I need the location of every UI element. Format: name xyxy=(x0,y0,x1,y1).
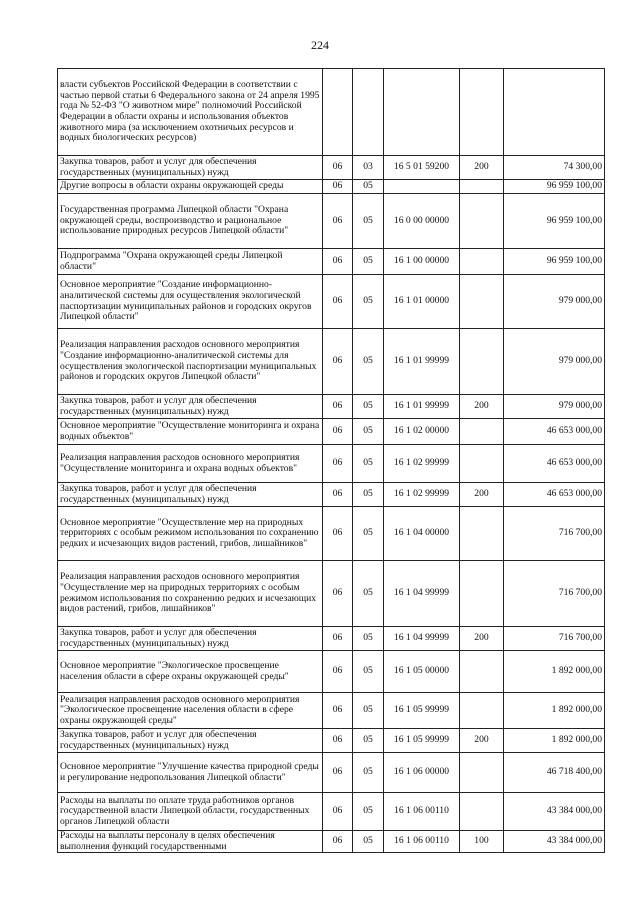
table-row xyxy=(58,483,605,507)
subsection-code-cell: 05 xyxy=(353,831,384,853)
table-row xyxy=(58,180,605,194)
section-code-cell: 06 xyxy=(323,483,353,507)
amount-cell: 46 653 000,00 xyxy=(504,445,605,483)
expense-type-code-cell xyxy=(460,275,504,329)
section-code-cell: 06 xyxy=(323,445,353,483)
section-code-cell: 06 xyxy=(323,561,353,627)
expense-type-code-cell xyxy=(460,249,504,275)
table-row xyxy=(58,561,605,627)
expense-type-code-cell xyxy=(460,69,504,156)
section-code-cell: 06 xyxy=(323,329,353,395)
row-name-cell: Государственная программа Липецкой области "Охрана окружающей среды, воспроизводство и рациональное использование природных ресурсов Липецкой области" xyxy=(58,194,323,249)
target-article-code-cell: 16 1 05 00000 xyxy=(384,651,460,693)
amount-cell: 96 959 100,00 xyxy=(504,249,605,275)
target-article-code-cell: 16 1 02 99999 xyxy=(384,483,460,507)
table-row xyxy=(58,156,605,180)
table-row xyxy=(58,194,605,249)
section-code-cell: 06 xyxy=(323,194,353,249)
table-row xyxy=(58,275,605,329)
target-article-code-cell: 16 1 04 99999 xyxy=(384,561,460,627)
table-row xyxy=(58,507,605,561)
subsection-code-cell: 05 xyxy=(353,249,384,275)
section-code-cell: 06 xyxy=(323,395,353,419)
table-row xyxy=(58,329,605,395)
subsection-code-cell: 05 xyxy=(353,627,384,651)
table-row xyxy=(58,753,605,793)
amount-cell: 716 700,00 xyxy=(504,561,605,627)
target-article-code-cell: 16 1 05 99999 xyxy=(384,693,460,729)
subsection-code-cell: 05 xyxy=(353,445,384,483)
subsection-code-cell: 05 xyxy=(353,329,384,395)
row-name-cell: Основное мероприятие "Экологическое просвещение населения области в сфере охраны окружающей среды" xyxy=(58,651,323,693)
target-article-code-cell: 16 1 04 00000 xyxy=(384,507,460,561)
expense-type-code-cell xyxy=(460,329,504,395)
section-code-cell xyxy=(323,69,353,156)
subsection-code-cell: 05 xyxy=(353,693,384,729)
expense-type-code-cell: 200 xyxy=(460,483,504,507)
section-code-cell: 06 xyxy=(323,693,353,729)
target-article-code-cell: 16 1 02 00000 xyxy=(384,419,460,445)
target-article-code-cell: 16 1 06 00110 xyxy=(384,793,460,831)
row-name-cell: Основное мероприятие "Осуществление мер на природных территориях с особым режимом использования по сохранению редких и исчезающих видов растений, грибов, лишайников" xyxy=(58,507,323,561)
expense-type-code-cell: 100 xyxy=(460,831,504,853)
row-name-cell: Расходы на выплаты по оплате труда работников органов государственной власти Липецкой области, государственных органов Липецкой области xyxy=(58,793,323,831)
amount-cell xyxy=(504,69,605,156)
section-code-cell: 06 xyxy=(323,275,353,329)
amount-cell: 979 000,00 xyxy=(504,275,605,329)
amount-cell: 1 892 000,00 xyxy=(504,729,605,753)
amount-cell: 979 000,00 xyxy=(504,395,605,419)
table-row xyxy=(58,395,605,419)
subsection-code-cell: 05 xyxy=(353,507,384,561)
amount-cell: 979 000,00 xyxy=(504,329,605,395)
amount-cell: 43 384 000,00 xyxy=(504,831,605,853)
table-row xyxy=(58,831,605,853)
target-article-code-cell: 16 1 05 99999 xyxy=(384,729,460,753)
table-row xyxy=(58,419,605,445)
table-row xyxy=(58,729,605,753)
target-article-code-cell: 16 1 01 00000 xyxy=(384,275,460,329)
row-name-cell: Расходы на выплаты персоналу в целях обеспечения выполнения функций государственными xyxy=(58,831,323,853)
table-row xyxy=(58,627,605,651)
expense-type-code-cell xyxy=(460,419,504,445)
subsection-code-cell: 05 xyxy=(353,275,384,329)
amount-cell: 43 384 000,00 xyxy=(504,793,605,831)
target-article-code-cell: 16 5 01 59200 xyxy=(384,156,460,180)
target-article-code-cell: 16 1 04 99999 xyxy=(384,627,460,651)
subsection-code-cell: 05 xyxy=(353,729,384,753)
table-row xyxy=(58,445,605,483)
amount-cell: 96 959 100,00 xyxy=(504,180,605,194)
target-article-code-cell: 16 1 06 00110 xyxy=(384,831,460,853)
section-code-cell: 06 xyxy=(323,180,353,194)
amount-cell: 1 892 000,00 xyxy=(504,693,605,729)
row-name-cell: власти субъектов Российской Федерации в соответствии с частью первой статьи 6 Федерального закона от 24 апреля 1995 года № 52-ФЗ "О животном мире" полномочий Российской Федерации в области охраны и использования объектов животного мира (за исключением охотничьих ресурсов и водных биологических ресурсов) xyxy=(58,69,323,156)
table-row xyxy=(58,249,605,275)
section-code-cell: 06 xyxy=(323,729,353,753)
row-name-cell: Закупка товаров, работ и услуг для обеспечения государственных (муниципальных) нужд xyxy=(58,156,323,180)
subsection-code-cell: 03 xyxy=(353,156,384,180)
amount-cell: 1 892 000,00 xyxy=(504,651,605,693)
section-code-cell: 06 xyxy=(323,249,353,275)
row-name-cell: Подпрограмма "Охрана окружающей среды Липецкой области" xyxy=(58,249,323,275)
subsection-code-cell: 05 xyxy=(353,561,384,627)
row-name-cell: Закупка товаров, работ и услуг для обеспечения государственных (муниципальных) нужд xyxy=(58,729,323,753)
row-name-cell: Реализация направления расходов основного мероприятия "Осуществление мер на природных территориях с особым режимом использования по сохранению редких и исчезающих видов растений, грибов, лишайников" xyxy=(58,561,323,627)
row-name-cell: Основное мероприятие "Улучшение качества природной среды и регулирование недропользования Липецкой области" xyxy=(58,753,323,793)
table-row xyxy=(58,69,605,156)
expense-type-code-cell xyxy=(460,651,504,693)
subsection-code-cell: 05 xyxy=(353,194,384,249)
target-article-code-cell: 16 0 00 00000 xyxy=(384,194,460,249)
amount-cell: 46 653 000,00 xyxy=(504,419,605,445)
section-code-cell: 06 xyxy=(323,627,353,651)
target-article-code-cell: 16 1 06 00000 xyxy=(384,753,460,793)
section-code-cell: 06 xyxy=(323,156,353,180)
section-code-cell: 06 xyxy=(323,831,353,853)
page-number: 224 xyxy=(311,38,329,52)
expense-type-code-cell xyxy=(460,507,504,561)
subsection-code-cell: 05 xyxy=(353,180,384,194)
budget-table-body xyxy=(58,69,605,853)
subsection-code-cell: 05 xyxy=(353,483,384,507)
table-row xyxy=(58,793,605,831)
amount-cell: 716 700,00 xyxy=(504,507,605,561)
table-row xyxy=(58,651,605,693)
budget-table xyxy=(57,68,605,853)
expense-type-code-cell xyxy=(460,561,504,627)
table-row xyxy=(58,693,605,729)
subsection-code-cell: 05 xyxy=(353,793,384,831)
row-name-cell: Другие вопросы в области охраны окружающей среды xyxy=(58,180,323,194)
row-name-cell: Закупка товаров, работ и услуг для обеспечения государственных (муниципальных) нужд xyxy=(58,395,323,419)
subsection-code-cell: 05 xyxy=(353,753,384,793)
row-name-cell: Реализация направления расходов основного мероприятия "Осуществление мониторинга и охрана водных объектов" xyxy=(58,445,323,483)
amount-cell: 74 300,00 xyxy=(504,156,605,180)
expense-type-code-cell xyxy=(460,180,504,194)
amount-cell: 46 718 400,00 xyxy=(504,753,605,793)
expense-type-code-cell xyxy=(460,793,504,831)
row-name-cell: Закупка товаров, работ и услуг для обеспечения государственных (муниципальных) нужд xyxy=(58,483,323,507)
section-code-cell: 06 xyxy=(323,507,353,561)
row-name-cell: Основное мероприятие "Создание информационно-аналитической системы для осуществления экологической паспортизации муниципальных районов и городских округов Липецкой области" xyxy=(58,275,323,329)
expense-type-code-cell: 200 xyxy=(460,729,504,753)
row-name-cell: Основное мероприятие "Осуществление мониторинга и охрана водных объектов" xyxy=(58,419,323,445)
expense-type-code-cell xyxy=(460,194,504,249)
amount-cell: 46 653 000,00 xyxy=(504,483,605,507)
expense-type-code-cell xyxy=(460,445,504,483)
section-code-cell: 06 xyxy=(323,419,353,445)
section-code-cell: 06 xyxy=(323,753,353,793)
expense-type-code-cell: 200 xyxy=(460,156,504,180)
row-name-cell: Закупка товаров, работ и услуг для обеспечения государственных (муниципальных) нужд xyxy=(58,627,323,651)
expense-type-code-cell xyxy=(460,693,504,729)
row-name-cell: Реализация направления расходов основного мероприятия "Создание информационно-аналитической системы для осуществления экологической паспортизации муниципальных районов и городских округов Липецкой области" xyxy=(58,329,323,395)
subsection-code-cell: 05 xyxy=(353,651,384,693)
subsection-code-cell xyxy=(353,69,384,156)
target-article-code-cell: 16 1 00 00000 xyxy=(384,249,460,275)
target-article-code-cell xyxy=(384,69,460,156)
subsection-code-cell: 05 xyxy=(353,419,384,445)
expense-type-code-cell: 200 xyxy=(460,627,504,651)
amount-cell: 96 959 100,00 xyxy=(504,194,605,249)
section-code-cell: 06 xyxy=(323,793,353,831)
expense-type-code-cell: 200 xyxy=(460,395,504,419)
expense-type-code-cell xyxy=(460,753,504,793)
target-article-code-cell xyxy=(384,180,460,194)
row-name-cell: Реализация направления расходов основного мероприятия "Экологическое просвещение населения области в сфере охраны окружающей среды" xyxy=(58,693,323,729)
target-article-code-cell: 16 1 01 99999 xyxy=(384,329,460,395)
target-article-code-cell: 16 1 02 99999 xyxy=(384,445,460,483)
section-code-cell: 06 xyxy=(323,651,353,693)
amount-cell: 716 700,00 xyxy=(504,627,605,651)
subsection-code-cell: 05 xyxy=(353,395,384,419)
target-article-code-cell: 16 1 01 99999 xyxy=(384,395,460,419)
